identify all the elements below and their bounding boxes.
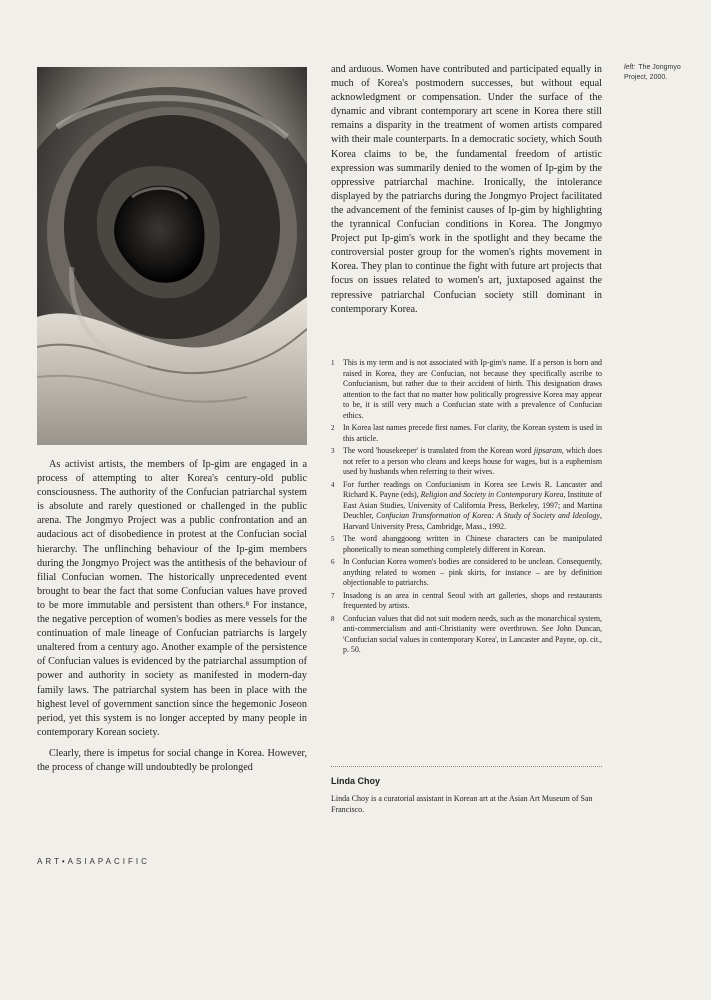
- endnote-text-middle: , Institute of East Asian Studies, University of California Press, Berkeley, 1997; and Martina Deuchler,: [343, 490, 602, 520]
- endnote-number: 4: [331, 480, 335, 489]
- endnote-italic: jipsaram: [533, 446, 562, 455]
- author-bio: Linda Choy is a curatorial assistant in Korean art at the Asian Art Museum of San Francisco.: [331, 794, 593, 814]
- author-name: Linda Choy: [331, 776, 380, 786]
- endnote-text: Confucian values that did not suit modern needs, such as the monarchical system, anti-commercialism and anti-Christianity were overthrown. See John Duncan, 'Confucian social values in contemporary Korea', in Lancaster and Payne, op. cit., p. 50.: [343, 613, 602, 654]
- endnote-text: This is my term and is not associated with Ip-gim's name. If a person is born and raised in Korea, they are Confucian, not because they specifically ascribe to Confucianism, but rather due to their accident of birth. This designation draws attention to the fact that no matter how politically progressive Korea may appear to be, it is still very much a Confucian state with a prevalence of Confucian ethics.: [343, 358, 602, 420]
- body-paragraph: As activist artists, the members of Ip-gim are engaged in a process of attempting to alter Korea's century-old public consciousness. The authority of the Confucian patriarchal system is absolute and rarely questioned or challenged in the public arena. The Jongmyo Project was a public confrontation and an audacious act of disobedience in protest at the Confucian social hierarchy. The unflinching behaviour of the Ip-gim members during the Jongmyo Project was the antithesis of the behaviour of filial Confucian women. The historically unprecedented event brought to bear the fact that some Confucian values have proved to be more immutable and persistent than others.⁸ For instance, the negative perception of women's bodies as mere vessels for the continuation of male lineage of Confucian patriarchs is largely unaltered from a century ago. Another example of the persistence of Confucian values is evidenced by the patriarchal assumption of power and authority in society as manifested in modern-day family laws. The patriarchal system has been in place with the highest level of government sanction since the hegemonic Joseon period, yet this system is no longer accepted by many people in contemporary Korean society.: [37, 459, 307, 738]
- endnote-number: 7: [331, 591, 335, 600]
- left-text-column: [37, 458, 307, 782]
- endnote-text: Insadong is an area in central Seoul with art galleries, shops and restaurants frequented by artists.: [343, 590, 602, 610]
- endnote-italic: Confucian Transformation of Korea: A Study of Society and Ideology: [376, 511, 601, 520]
- endnote-number: 8: [331, 614, 335, 623]
- magazine-footer: ART•ASIAPACIFIC: [37, 857, 150, 866]
- artwork-photo: [37, 67, 307, 445]
- endnote-text-end: , Harvard University Press, Cambridge, Mass., 1992.: [343, 511, 602, 531]
- endnote: [331, 591, 602, 612]
- endnote-number: 5: [331, 535, 335, 543]
- body-paragraph: and arduous. Women have contributed and participated equally in much of Korea's postmodern successes, but without equal acknowledgment or compensation. Under the surface of the dynamic and vibrant contemporary art scene in Korea there still remains a disparity in the treatment of women artists compared with their male counterparts. In a democratic society, which South Korea claims to be, the fundamental freedom of artistic expression was summarily denied to the women of Ip-gim by the oppressive patriarchal machine. Ironically, the intolerance displayed by the patriarchs during the Jongmyo Project facilitated the advancement of the feminist causes of Ip-gim by highlighting the tyrannical Confucian conditions in Korea. The Jongmyo Project put Ip-gim's work in the spotlight and they became the controversial poster group for the women's rights movement in Korea. They plan to continue the fight with future art projects that focus on issues related to women's art, juxtaposed against the repressive patriarchal Confucian society still dominant in contemporary Korea.: [331, 64, 602, 315]
- endnote-number: 3: [331, 447, 335, 455]
- body-paragraph: Clearly, there is impetus for social change in Korea. However, the process of change will undoubtedly be prolonged: [37, 747, 307, 773]
- endnote-text: In Korea last names precede first names. For clarity, the Korean system is used in this article.: [343, 423, 602, 443]
- endnote: [331, 358, 602, 421]
- endnote-number: 1: [331, 359, 335, 367]
- right-text-column: [331, 63, 602, 324]
- endnote: [331, 614, 602, 656]
- endnote-number: 6: [331, 558, 335, 566]
- endnotes-list: [331, 358, 602, 658]
- endnote: [331, 480, 602, 533]
- endnote: [331, 557, 602, 589]
- endnote-number: 2: [331, 424, 335, 432]
- endnote: [331, 423, 602, 444]
- author-divider: [331, 766, 602, 767]
- endnote-text-start: For further readings on Confucianism in Korea see Lewis R. Lancaster and Richard K. Payne (eds),: [343, 479, 602, 499]
- endnote-text: The word abanggoong written in Chinese characters can be manipulated phonetically to mean something completely different in Korean.: [343, 534, 602, 554]
- endnote: [331, 446, 602, 478]
- endnote-text-start: The word 'housekeeper' is translated from the Korean word: [343, 446, 534, 455]
- caption-label: left:: [624, 64, 636, 71]
- endnote-text-end: , which does not refer to a person who cleans and keeps house for wages, but is a euphemism used by husbands when referring to their wives.: [343, 446, 602, 476]
- endnote: [331, 534, 602, 555]
- caption-text: The Jongmyo Project, 2000.: [624, 64, 681, 81]
- endnote-text: In Confucian Korea women's bodies are considered to be unclean. Consequently, anything related to women – pink skirts, for instance – are by definition objectionable to patriarchs.: [343, 557, 602, 587]
- photo-caption: [624, 63, 696, 83]
- endnote-italic: Religion and Society in Contemporary Korea: [420, 490, 564, 499]
